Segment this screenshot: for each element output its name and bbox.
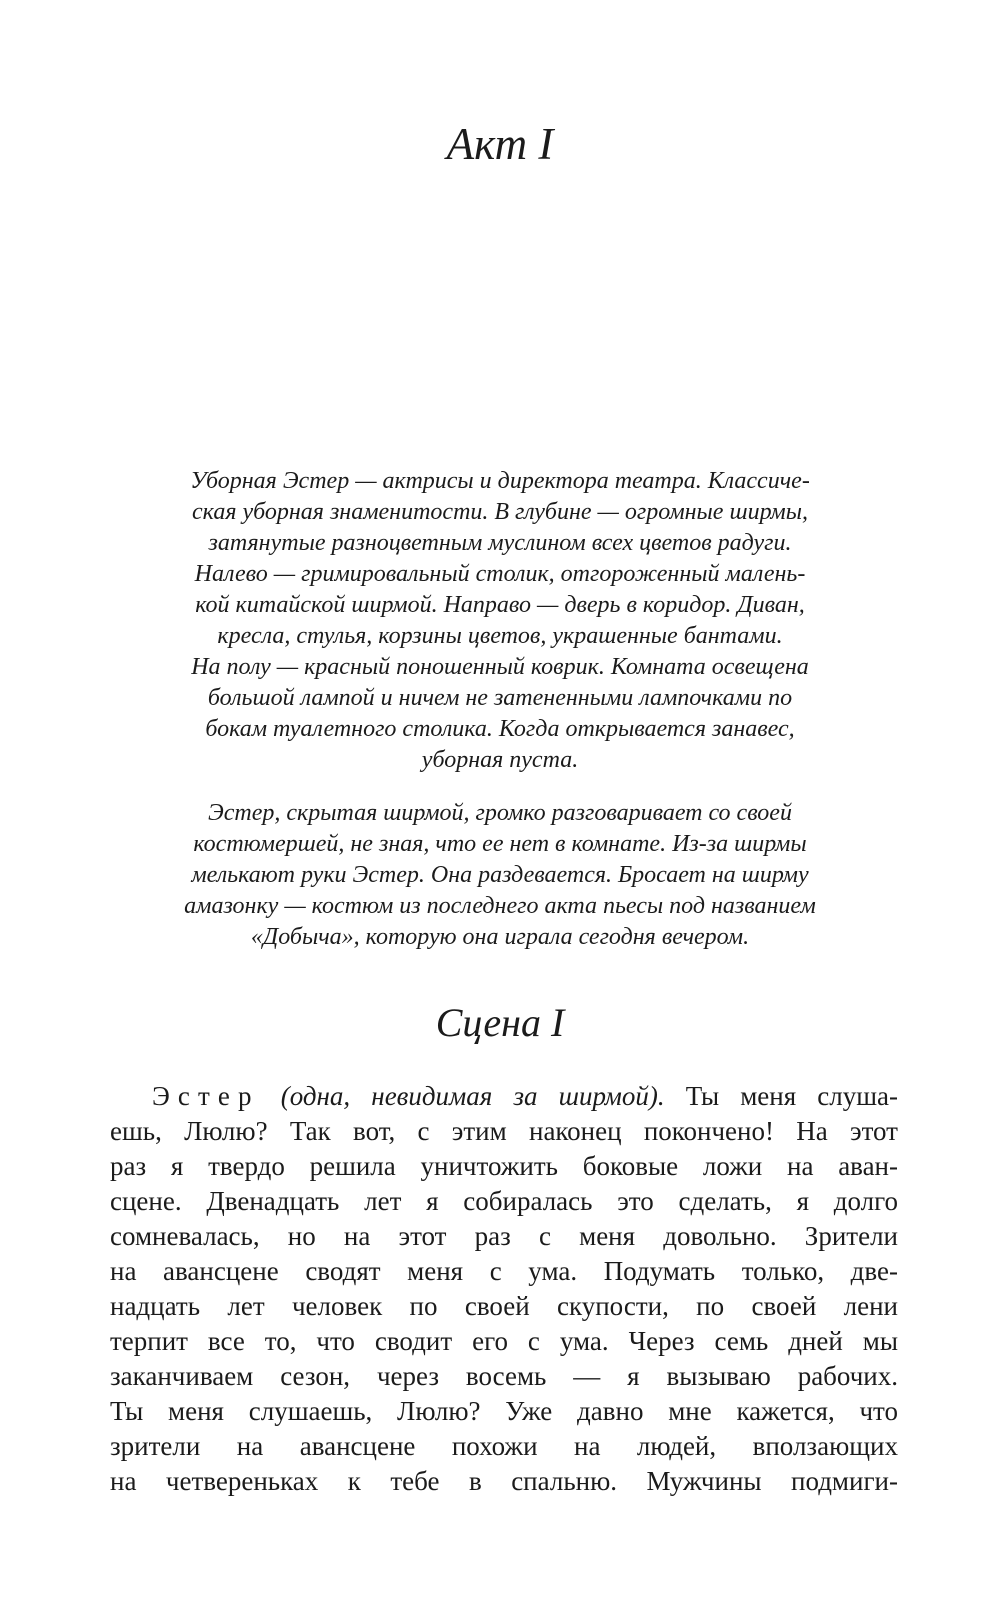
dialogue-line: раз я твердо решила уничтожить боковые ложи на аван-: [110, 1151, 898, 1182]
stage-direction-line: мелькают руки Эстер. Она раздевается. Бросает на ширму: [191, 862, 809, 889]
dialogue-line: сцене. Двенадцать лет я собиралась это сделать, я долго: [110, 1186, 898, 1217]
stage-direction-line: ская уборная знаменитости. В глубине — огромные ширмы,: [192, 499, 808, 526]
stage-direction-line: амазонку — костюм из последнего акта пьесы под названием: [184, 893, 816, 920]
dialogue-text: Ты меня слуша-: [685, 1081, 899, 1112]
speaker-name: Эстер: [152, 1081, 260, 1112]
dialogue-line: на четвереньках к тебе в спальню. Мужчины подмиги-: [110, 1466, 898, 1497]
stage-direction-line: большой лампой и ничем не затененными лампочками по: [207, 685, 793, 712]
scene-title: Сцена I: [435, 1000, 565, 1046]
dialogue-line: терпит все то, что сводит его с ума. Через семь дней мы: [110, 1326, 898, 1357]
dialogue-line: сомневалась, но на этот раз с меня довольно. Зрители: [110, 1221, 898, 1252]
dialogue-line: [110, 1079, 898, 1114]
dialogue-line: зрители на авансцене похожи на людей, вползающих: [110, 1431, 898, 1462]
stage-direction-line: бокам туалетного столика. Когда открывается занавес,: [205, 716, 795, 743]
dialogue-line: ешь, Люлю? Так вот, с этим наконец покончено! На этот: [110, 1116, 898, 1147]
stage-direction-line: уборная пуста.: [421, 747, 579, 774]
stage-direction-block-1: [128, 466, 872, 776]
act-title: Акт I: [446, 119, 554, 169]
stage-direction-line: кой китайской ширмой. Направо — дверь в коридор. Диван,: [195, 592, 805, 619]
stage-direction-line: «Добыча», которую она играла сегодня вечером.: [250, 924, 750, 951]
stage-direction-line: На полу — красный поношенный коврик. Комната освещена: [191, 654, 809, 681]
stage-parenthetical: (одна, невидимая за ширмой).: [280, 1081, 665, 1112]
dialogue-line: на авансцене сводят меня с ума. Подумать только, две-: [110, 1256, 898, 1287]
stage-direction-line: Налево — гримировальный столик, отгороженный малень-: [194, 561, 806, 588]
stage-direction-line: костюмершей, не зная, что ее нет в комнате. Из-за ширмы: [193, 831, 807, 858]
dialogue-line: заканчиваем сезон, через восемь — я вызываю рабочих.: [110, 1361, 898, 1392]
stage-direction-line: кресла, стулья, корзины цветов, украшенные бантами.: [217, 623, 783, 650]
dialogue-line: Ты меня слушаешь, Люлю? Уже давно мне кажется, что: [110, 1396, 898, 1427]
dialogue-paragraph: [110, 1079, 898, 1499]
stage-direction-line: затянутые разноцветным муслином всех цветов радуги.: [208, 530, 792, 557]
stage-direction-block-2: [128, 798, 872, 953]
dialogue-line: надцать лет человек по своей скупости, по своей лени: [110, 1291, 898, 1322]
stage-direction-line: Уборная Эстер — актрисы и директора театра. Классиче-: [190, 468, 810, 495]
stage-direction-line: Эстер, скрытая ширмой, громко разговаривает со своей: [208, 800, 792, 827]
